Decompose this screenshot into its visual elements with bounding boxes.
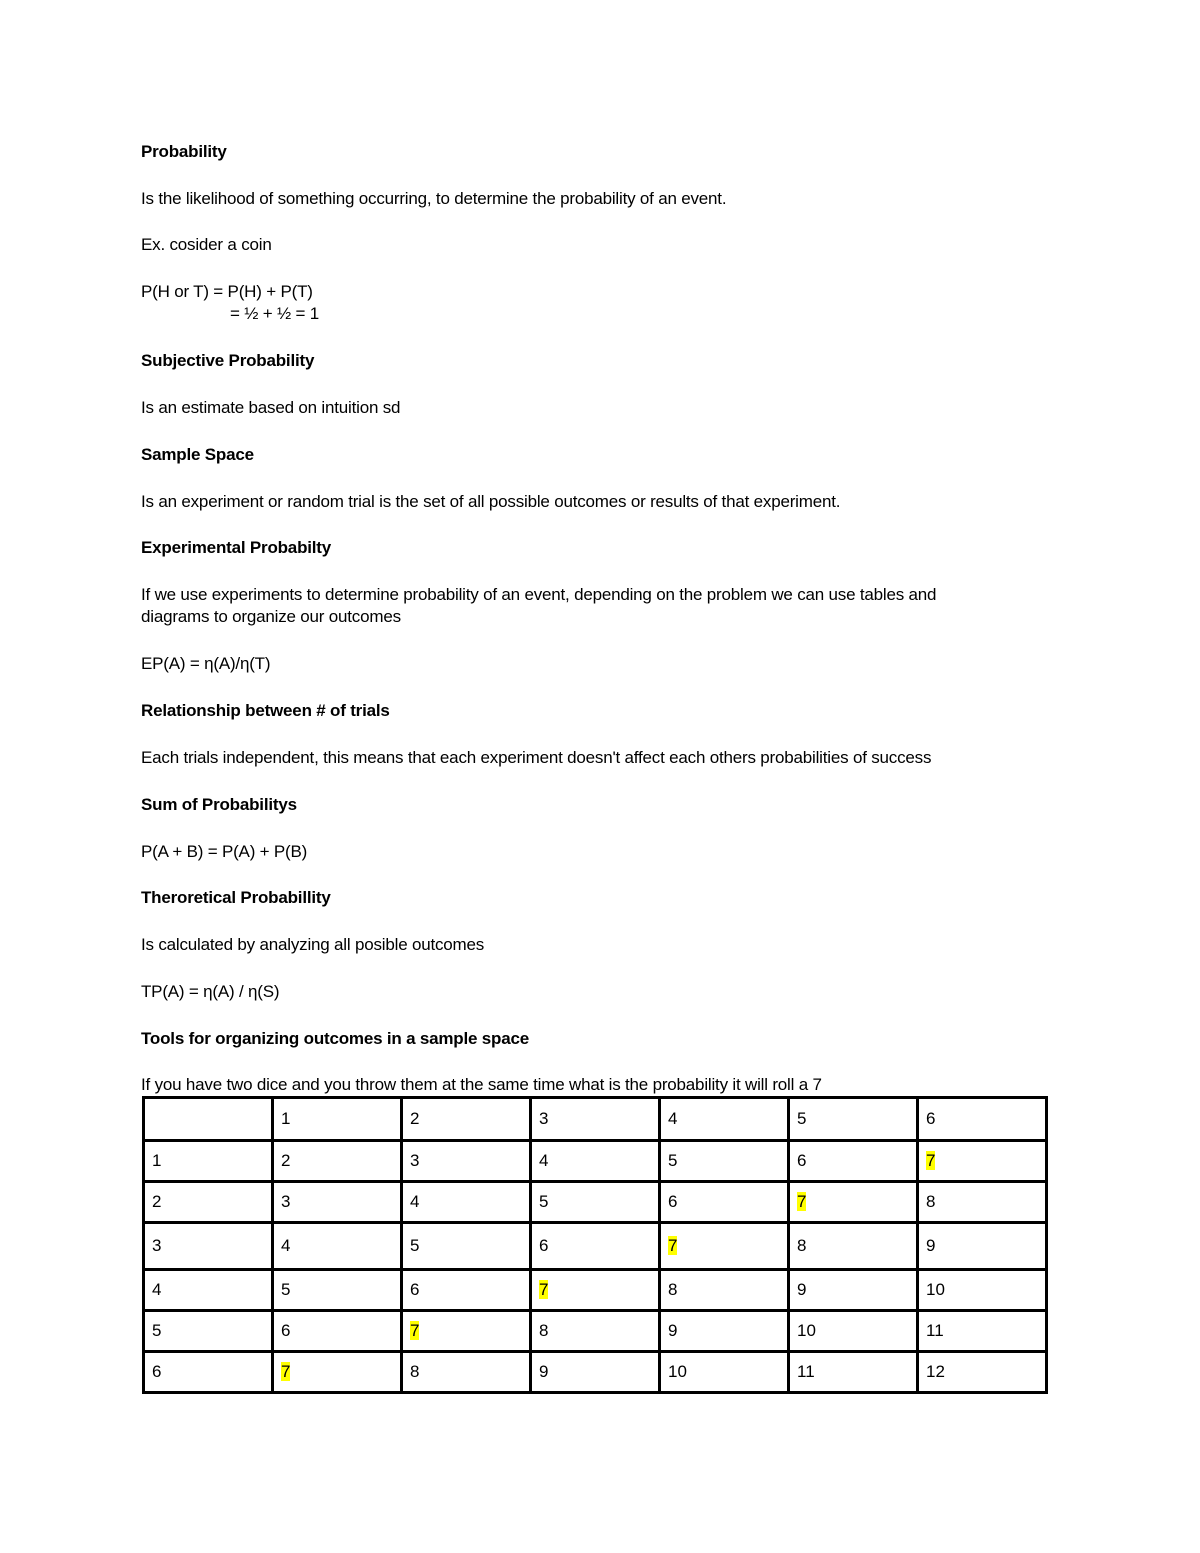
- table-cell: [273, 1098, 402, 1141]
- cell-value: 6: [152, 1362, 162, 1381]
- cell-value: 3: [539, 1109, 549, 1128]
- heading-sum-of-probabilities: Sum of Probabilitys: [141, 795, 297, 814]
- table-cell: [402, 1141, 531, 1182]
- table-cell: [531, 1270, 660, 1311]
- cell-value: 4: [539, 1151, 549, 1170]
- highlighted-seven: 7: [926, 1151, 936, 1170]
- cell-value: 10: [797, 1321, 816, 1340]
- heading-probability: Probability: [141, 142, 227, 161]
- theoretical-formula: TP(A) = η(A) / η(S): [141, 982, 280, 1001]
- table-cell: [789, 1311, 918, 1352]
- sample-space-definition: Is an experiment or random trial is the set of all possible outcomes or results of that experiment.: [141, 492, 841, 511]
- table-cell: [531, 1311, 660, 1352]
- table-cell: [789, 1098, 918, 1141]
- cell-value: 5: [539, 1192, 549, 1211]
- cell-value: 2: [281, 1151, 291, 1170]
- table-cell: [531, 1182, 660, 1223]
- table-cell: [144, 1141, 273, 1182]
- table-cell: [531, 1141, 660, 1182]
- cell-value: 4: [668, 1109, 678, 1128]
- experimental-definition-line2: diagrams to organize our outcomes: [141, 607, 401, 626]
- table-cell: [660, 1352, 789, 1393]
- table-row: [144, 1223, 1047, 1270]
- probability-definition: Is the likelihood of something occurring, to determine the probability of an event.: [141, 189, 727, 208]
- highlighted-seven: 7: [668, 1236, 678, 1255]
- highlighted-seven: 7: [281, 1362, 291, 1381]
- experimental-formula: EP(A) = η(A)/η(T): [141, 654, 271, 673]
- table-cell: [660, 1141, 789, 1182]
- cell-value: 4: [410, 1192, 420, 1211]
- cell-value: 9: [668, 1321, 678, 1340]
- cell-value: 3: [281, 1192, 291, 1211]
- cell-value: 10: [926, 1280, 945, 1299]
- cell-value: 1: [152, 1151, 162, 1170]
- coin-formula-line1: P(H or T) = P(H) + P(T): [141, 282, 313, 301]
- cell-value: 3: [152, 1236, 162, 1255]
- cell-value: 3: [410, 1151, 420, 1170]
- table-cell: [918, 1098, 1047, 1141]
- theoretical-definition: Is calculated by analyzing all posible outcomes: [141, 935, 485, 954]
- table-cell: [273, 1352, 402, 1393]
- cell-value: 6: [668, 1192, 678, 1211]
- cell-value: 6: [926, 1109, 936, 1128]
- table-cell: [144, 1223, 273, 1270]
- heading-relationship-trials: Relationship between # of trials: [141, 701, 390, 720]
- table-cell: [144, 1182, 273, 1223]
- table-cell: [918, 1182, 1047, 1223]
- cell-value: 1: [281, 1109, 291, 1128]
- cell-value: 5: [797, 1109, 807, 1128]
- table-cell: [660, 1270, 789, 1311]
- table-row: [144, 1311, 1047, 1352]
- table-cell: [660, 1223, 789, 1270]
- highlighted-seven: 7: [539, 1280, 549, 1299]
- heading-experimental-probability: Experimental Probabilty: [141, 538, 332, 557]
- cell-value: 8: [926, 1192, 936, 1211]
- table-cell: [918, 1270, 1047, 1311]
- heading-sample-space: Sample Space: [141, 445, 254, 464]
- table-cell: [660, 1098, 789, 1141]
- table-cell: [273, 1311, 402, 1352]
- highlighted-seven: 7: [797, 1192, 807, 1211]
- table-cell: [402, 1270, 531, 1311]
- table-cell: [918, 1311, 1047, 1352]
- table-cell: [531, 1352, 660, 1393]
- cell-value: 2: [410, 1109, 420, 1128]
- cell-value: 5: [281, 1280, 291, 1299]
- table-header-row: [144, 1098, 1047, 1141]
- table-cell: [144, 1352, 273, 1393]
- coin-example: Ex. cosider a coin: [141, 235, 272, 254]
- table-cell: [402, 1352, 531, 1393]
- cell-value: 6: [539, 1236, 549, 1255]
- table-cell: [660, 1311, 789, 1352]
- cell-value: 4: [152, 1280, 162, 1299]
- table-row: [144, 1270, 1047, 1311]
- cell-value: 8: [539, 1321, 549, 1340]
- table-cell: [144, 1270, 273, 1311]
- coin-formula-line2: = ½ + ½ = 1: [230, 304, 320, 323]
- table-cell: [273, 1270, 402, 1311]
- table-cell: [144, 1098, 273, 1141]
- table-cell: [789, 1141, 918, 1182]
- cell-value: 12: [926, 1362, 945, 1381]
- table-cell: [402, 1223, 531, 1270]
- table-cell: [273, 1182, 402, 1223]
- table-row: [144, 1182, 1047, 1223]
- cell-value: 2: [152, 1192, 162, 1211]
- table-cell: [402, 1182, 531, 1223]
- sum-formula: P(A + B) = P(A) + P(B): [141, 842, 308, 861]
- heading-subjective-probability: Subjective Probability: [141, 351, 315, 370]
- cell-value: 9: [926, 1236, 936, 1255]
- relationship-definition: Each trials independent, this means that each experiment doesn't affect each others probabilities of success: [141, 748, 932, 767]
- experimental-definition-line1: If we use experiments to determine probability of an event, depending on the problem we can use tables and: [141, 585, 937, 604]
- subjective-definition: Is an estimate based on intuition sd: [141, 398, 401, 417]
- cell-value: 6: [281, 1321, 291, 1340]
- table-cell: [918, 1352, 1047, 1393]
- cell-value: 5: [668, 1151, 678, 1170]
- table-cell: [144, 1311, 273, 1352]
- cell-value: 6: [797, 1151, 807, 1170]
- cell-value: 5: [152, 1321, 162, 1340]
- table-row: [144, 1141, 1047, 1182]
- heading-theoretical-probability: Theroretical Probabillity: [141, 888, 331, 907]
- table-cell: [660, 1182, 789, 1223]
- cell-value: 9: [797, 1280, 807, 1299]
- table-cell: [531, 1223, 660, 1270]
- table-cell: [273, 1141, 402, 1182]
- table-cell: [789, 1270, 918, 1311]
- table-cell: [273, 1223, 402, 1270]
- cell-value: 8: [797, 1236, 807, 1255]
- table-cell: [789, 1182, 918, 1223]
- cell-value: 5: [410, 1236, 420, 1255]
- cell-value: 11: [797, 1362, 815, 1381]
- cell-value: 8: [668, 1280, 678, 1299]
- table-cell: [531, 1098, 660, 1141]
- cell-value: 9: [539, 1362, 549, 1381]
- heading-organizing-tools: Tools for organizing outcomes in a sample space: [141, 1029, 529, 1048]
- dice-question: If you have two dice and you throw them at the same time what is the probability it will roll a 7: [141, 1075, 822, 1094]
- cell-value: 6: [410, 1280, 420, 1299]
- table-cell: [789, 1223, 918, 1270]
- table-cell: [789, 1352, 918, 1393]
- table-cell: [402, 1311, 531, 1352]
- cell-value: 11: [926, 1321, 944, 1340]
- dice-sum-table: [142, 1096, 1048, 1394]
- cell-value: 8: [410, 1362, 420, 1381]
- table-row: [144, 1352, 1047, 1393]
- highlighted-seven: 7: [410, 1321, 420, 1340]
- table-cell: [402, 1098, 531, 1141]
- table-cell: [918, 1223, 1047, 1270]
- table-cell: [918, 1141, 1047, 1182]
- cell-value: 4: [281, 1236, 291, 1255]
- cell-value: 10: [668, 1362, 687, 1381]
